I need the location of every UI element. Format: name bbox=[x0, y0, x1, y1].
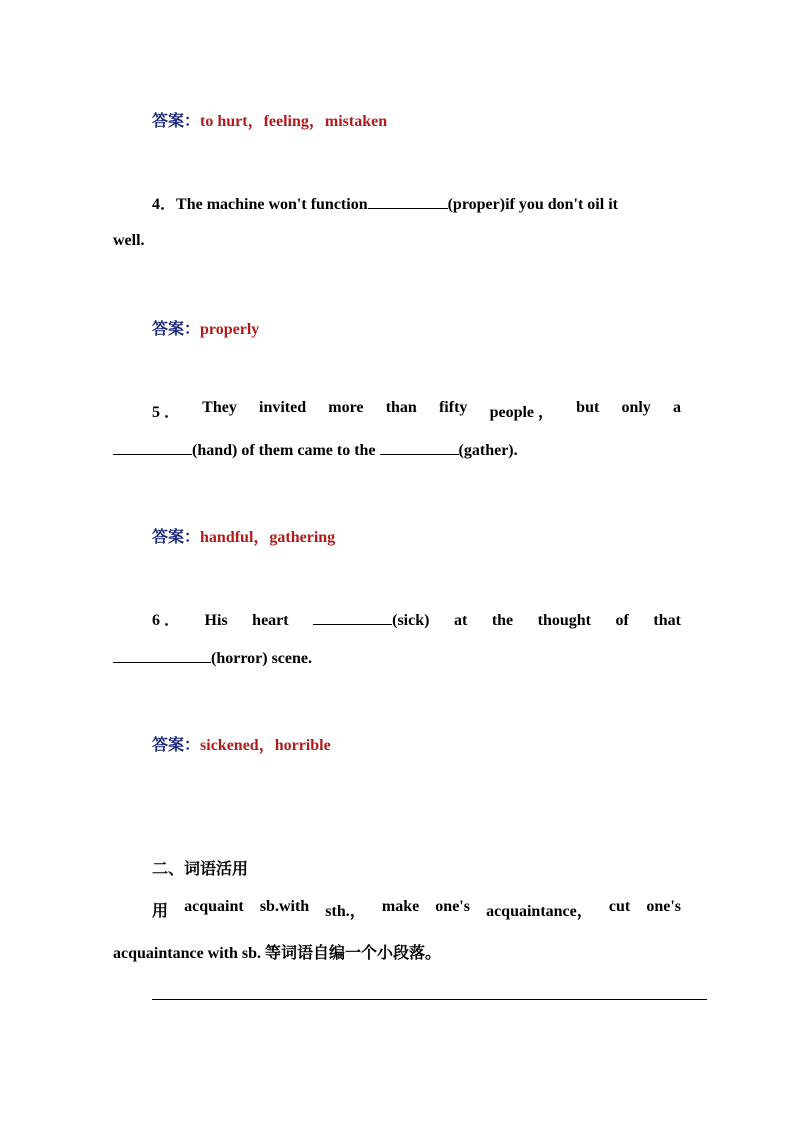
question-word: They bbox=[202, 399, 237, 416]
instruction-word: sb.with bbox=[259, 898, 310, 915]
question-word: people ， bbox=[489, 404, 555, 421]
question-number: 6 ． bbox=[152, 612, 181, 629]
question-word: (sick) bbox=[392, 612, 430, 629]
question-word: more bbox=[328, 399, 364, 416]
answer-label: 答案： bbox=[152, 321, 201, 338]
question-word: invited bbox=[259, 399, 307, 416]
question-4-line-1 bbox=[152, 191, 618, 214]
question-text: (horror) scene. bbox=[211, 650, 312, 667]
instruction-word: acquaintance， bbox=[486, 903, 593, 920]
answer-blank[interactable] bbox=[368, 194, 448, 209]
question-word: thought bbox=[537, 612, 592, 629]
question-text: The machine won't function bbox=[176, 196, 368, 213]
question-word: of bbox=[615, 612, 629, 629]
instruction-word: 用 bbox=[152, 903, 169, 920]
answer-blank[interactable] bbox=[313, 610, 392, 625]
instruction-word: make bbox=[381, 898, 420, 915]
question-word: a bbox=[672, 399, 681, 416]
question-text: (proper)if you don't oil it bbox=[447, 196, 618, 213]
question-6-line-2 bbox=[113, 648, 312, 668]
instruction-word: sth.， bbox=[325, 903, 366, 920]
question-word: only bbox=[621, 399, 651, 416]
answer-q5 bbox=[152, 524, 335, 547]
answer-text: to hurt，feeling，mistaken bbox=[200, 113, 388, 130]
blank-with-hint bbox=[313, 610, 429, 630]
question-number: 5 ． bbox=[152, 404, 181, 421]
question-word: but bbox=[576, 399, 600, 416]
question-5-line-1 bbox=[152, 399, 681, 422]
question-word: heart bbox=[252, 612, 289, 629]
answer-label: 答案： bbox=[152, 737, 201, 754]
answer-blank[interactable] bbox=[380, 440, 459, 455]
question-4-line-2 bbox=[113, 232, 145, 250]
instruction-word: acquaint bbox=[184, 898, 244, 915]
question-text: well. bbox=[113, 232, 145, 249]
answer-blank[interactable] bbox=[113, 648, 211, 663]
answer-q3 bbox=[152, 108, 387, 131]
question-text: (gather). bbox=[458, 442, 518, 459]
instruction-word: one's bbox=[435, 898, 470, 915]
question-number: 4． bbox=[152, 196, 177, 213]
question-5-line-2 bbox=[113, 440, 518, 460]
section-heading: 二、词语活用 bbox=[152, 861, 249, 878]
answer-label: 答案： bbox=[152, 113, 201, 130]
instruction-word: cut bbox=[608, 898, 631, 915]
answer-blank[interactable] bbox=[113, 440, 192, 455]
question-text: (hand) of them came to the bbox=[192, 442, 380, 459]
answer-q4 bbox=[152, 316, 259, 339]
question-word: that bbox=[653, 612, 681, 629]
question-6-line-1 bbox=[152, 607, 681, 630]
writing-line[interactable] bbox=[152, 999, 707, 1000]
section-instruction-line-2 bbox=[113, 940, 441, 963]
question-word: at bbox=[453, 612, 468, 629]
question-word: the bbox=[491, 612, 514, 629]
answer-text: handful，gathering bbox=[200, 529, 336, 546]
answer-text: sickened，horrible bbox=[200, 737, 331, 754]
question-word: than bbox=[385, 399, 417, 416]
instruction-text: acquaintance with sb. 等词语自编一个小段落。 bbox=[113, 945, 442, 962]
section-instruction-line-1 bbox=[152, 898, 681, 921]
answer-text: properly bbox=[200, 321, 260, 338]
section-title bbox=[152, 856, 248, 879]
question-word: fifty bbox=[438, 399, 468, 416]
instruction-word: one's bbox=[646, 898, 681, 915]
question-word: His bbox=[204, 612, 228, 629]
answer-q6 bbox=[152, 732, 331, 755]
answer-label: 答案： bbox=[152, 529, 201, 546]
